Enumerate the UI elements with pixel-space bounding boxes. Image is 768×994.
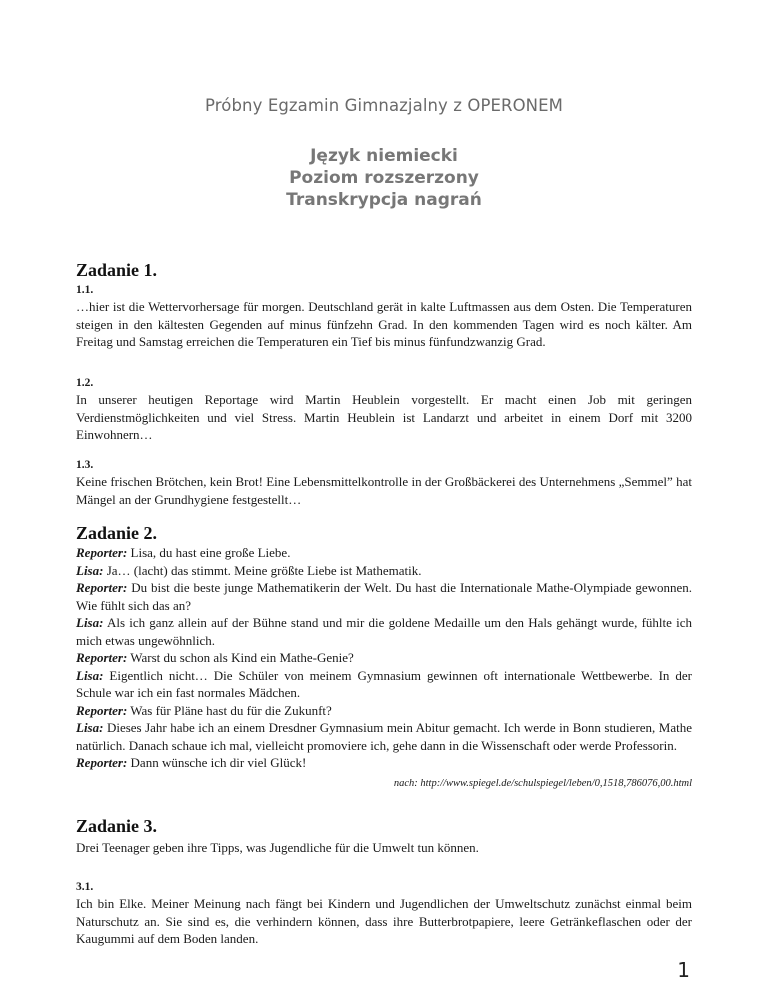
dialog-line bbox=[76, 614, 692, 649]
dialog-text: Was für Pläne hast du für die Zukunft? bbox=[127, 702, 332, 718]
speaker-label: Lisa: bbox=[76, 562, 104, 578]
dialog-line bbox=[76, 579, 692, 614]
speaker-label: Reporter: bbox=[76, 702, 128, 718]
dialog-line bbox=[76, 649, 692, 667]
dialog-text: Ja… (lacht) das stimmt. Meine größte Liebe ist Mathematik. bbox=[103, 562, 422, 578]
dialog-text: Als ich ganz allein auf der Bühne stand und mir die goldene Medaille um den Hals gehängt wurde, fühlte ich mich etwas ungewöhnlich. bbox=[76, 615, 692, 648]
speaker-label: Reporter: bbox=[76, 650, 128, 665]
item-number: 3.1. bbox=[76, 881, 94, 893]
task-1-item-3 bbox=[76, 456, 692, 508]
dialog-line bbox=[76, 667, 692, 702]
title-line-transcript: Transkrypcja nagrań bbox=[286, 190, 482, 210]
dialog-text: Dieses Jahr habe ich an einem Dresdner Gymnasium mein Abitur gemacht. Ich werde in Bonn studieren, Mathe natürlich. Danach schaue ich mal, vielleicht promoviere ich, gehe dann in die Wissenschaft oder werde Professorin. bbox=[76, 720, 692, 753]
item-text: In unserer heutigen Reportage wird Martin Heublein vorgestellt. Er macht einen Job mit geringen Verdienstmöglichkeiten und viel Stress. Martin Heublein ist Landarzt und arbeitet in einem Dorf mit 3200 Einwohnern… bbox=[76, 392, 692, 442]
task-1-item-2 bbox=[76, 374, 692, 444]
item-text: Keine frischen Brötchen, kein Brot! Eine Lebensmittelkontrolle in der Großbäckerei des Unternehmens „Semmel” hat Mängel an der Grundhygiene festgestellt… bbox=[76, 474, 692, 507]
item-number: 1.3. bbox=[76, 459, 94, 471]
title-line-subject: Język niemiecki bbox=[310, 146, 458, 166]
page-number: 1 bbox=[677, 958, 690, 982]
speaker-label: Lisa: bbox=[76, 720, 104, 735]
dialog-text: Du bist die beste junge Mathematikerin der Welt. Du hast die Internationale Mathe-Olympiade gewonnen. Wie fühlt sich das an? bbox=[76, 580, 692, 613]
task-2-section bbox=[76, 522, 692, 789]
speaker-label: Reporter: bbox=[76, 545, 128, 560]
dialog-line bbox=[76, 562, 692, 580]
item-text: Ich bin Elke. Meiner Meinung nach fängt bei Kindern und Jugendlichen der Umweltschutz zunächst einmal beim Naturschutz an. Sie sind es, die verhindern können, dass ihre Butterbrotpapiere, leere Getränkeflaschen oder der Kaugummi auf dem Boden landen. bbox=[76, 896, 692, 946]
task-1-section bbox=[76, 259, 692, 351]
task-3-item-1 bbox=[76, 878, 692, 948]
source-citation: nach: http://www.spiegel.de/schulspiegel/leben/0,1518,786076,00.html bbox=[393, 777, 692, 789]
speaker-label: Lisa: bbox=[76, 615, 104, 630]
item-number: 1.1. bbox=[76, 284, 94, 296]
task-1-heading: Zadanie 1. bbox=[76, 260, 158, 280]
task-3-heading: Zadanie 3. bbox=[76, 816, 158, 836]
task-3-intro: Drei Teenager geben ihre Tipps, was Jugendliche für die Umwelt tun können. bbox=[76, 840, 479, 855]
dialog-text: Lisa, du hast eine große Liebe. bbox=[127, 545, 291, 560]
task-2-heading: Zadanie 2. bbox=[76, 523, 158, 543]
dialog-line bbox=[76, 719, 692, 754]
speaker-label: Lisa: bbox=[76, 667, 104, 683]
title-line-level: Poziom rozszerzony bbox=[289, 168, 479, 188]
exam-title: Próbny Egzamin Gimnazjalny z OPERONEM bbox=[205, 96, 563, 115]
speaker-label: Reporter: bbox=[76, 755, 128, 770]
task-3-section bbox=[76, 815, 692, 857]
dialog-text: Dann wünsche ich dir viel Glück! bbox=[127, 755, 307, 770]
dialog-line bbox=[76, 702, 692, 720]
item-number: 1.2. bbox=[76, 377, 94, 389]
document-title bbox=[0, 145, 768, 211]
dialog-line bbox=[76, 754, 692, 772]
interview-dialog bbox=[76, 544, 692, 772]
item-text: …hier ist die Wettervorhersage für morgen. Deutschland gerät in kalte Luftmassen aus dem Osten. Die Temperaturen steigen in den kältesten Gegenden auf minus fünfzehn Grad. In den kommenden Tagen wird es noch kälter. Am Freitag und Samstag erreichen die Temperaturen ein Tief bis minus fünfundzwanzig Grad. bbox=[76, 299, 692, 349]
dialog-text: Warst du schon als Kind ein Mathe-Genie? bbox=[127, 650, 354, 665]
speaker-label: Reporter: bbox=[76, 580, 128, 595]
dialog-text: Eigentlich nicht… Die Schüler von meinem Gymnasium gewinnen oft internationale Wettbewerbe. In der Schule war ich ein fast normales Mädchen. bbox=[76, 667, 692, 700]
dialog-line bbox=[76, 544, 692, 562]
